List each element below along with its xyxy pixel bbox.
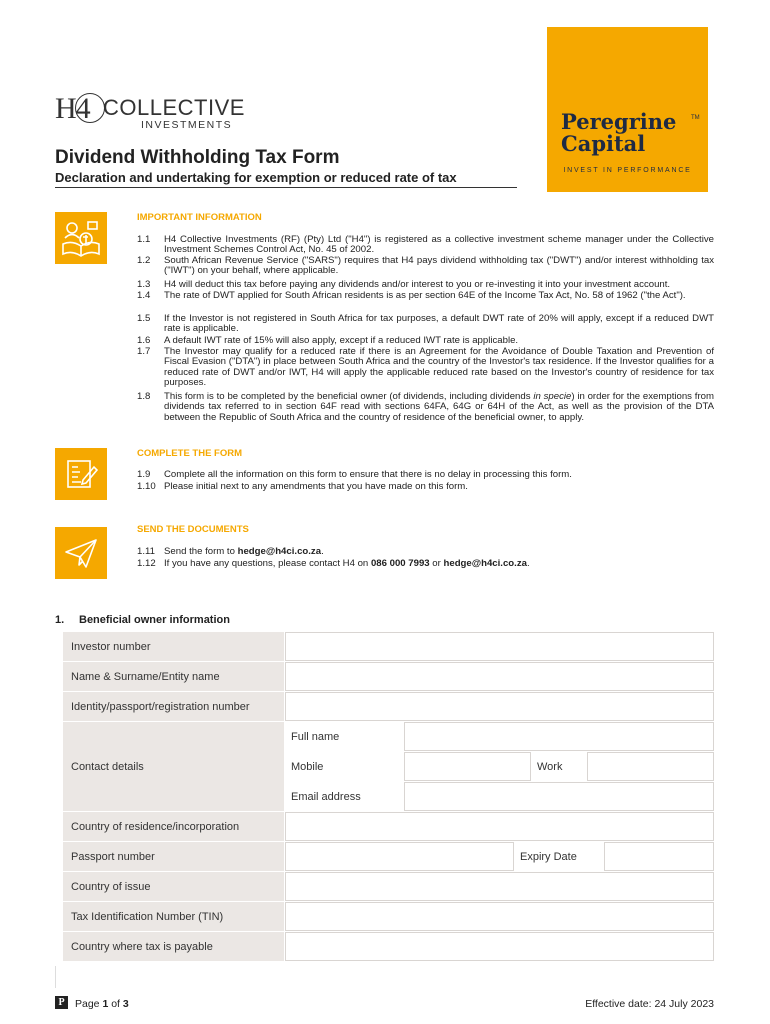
country-issue-label: Country of issue: [63, 872, 284, 901]
peregrine-capital-logo: [547, 27, 708, 192]
send-heading: SEND THE DOCUMENTS: [137, 524, 249, 535]
name-label: Name & Surname/Entity name: [63, 662, 284, 691]
list-item: 1.8 This form is to be completed by the beneficial owner (of dividends, including dividends in specie) in order for the exemptions from dividends tax referred to in section 64F read with sections 64FA, 64G or 64H of the Act, as well as the provision of the DTA between the Republic of South Africa and the country of residence of the beneficial owner, to apply.: [137, 391, 714, 423]
work-label: Work: [537, 760, 563, 773]
identity-label: Identity/passport/registration number: [63, 692, 284, 721]
list-item: 1.11 Send the form to hedge@h4ci.co.za.: [137, 546, 324, 557]
page-subtitle: Declaration and undertaking for exemption or reduced rate of tax: [55, 170, 457, 185]
paper-plane-icon: [55, 527, 107, 579]
document-user-icon: [55, 212, 107, 264]
h4-logo-word: COLLECTIVE: [103, 95, 245, 120]
mobile-field[interactable]: [404, 752, 531, 781]
country-tax-label: Country where tax is payable: [63, 932, 284, 961]
passport-field[interactable]: [285, 842, 514, 871]
list-item: 1.6 A default IWT rate of 15% will also apply, except if a reduced IWT rate is applicable.: [137, 335, 519, 346]
list-item: 1.2 South African Revenue Service ("SARS") requires that H4 pays dividend withholding tax ("DWT") and/or interest withholding tax ("IWT") on your behalf, where applicable.: [137, 255, 714, 277]
name-field[interactable]: [285, 662, 714, 691]
peregrine-logo-name: Peregrine Capital: [561, 109, 677, 156]
list-item: 1.12 If you have any questions, please contact H4 on 086 000 7993 or hedge@h4ci.co.za.: [137, 558, 530, 569]
expiry-label: Expiry Date: [520, 850, 577, 863]
peregrine-footer-logo: P: [55, 996, 68, 1009]
tin-field[interactable]: [285, 902, 714, 931]
peregrine-logo-tm: TM: [691, 115, 700, 121]
full-name-label: Full name: [291, 730, 340, 743]
complete-heading: COMPLETE THE FORM: [137, 448, 243, 459]
country-residence-field[interactable]: [285, 812, 714, 841]
country-tax-field[interactable]: [285, 932, 714, 961]
h4-logo-mark: H4: [55, 92, 90, 125]
email-field[interactable]: [404, 782, 714, 811]
effective-date: Effective date: 24 July 2023: [585, 998, 714, 1010]
mobile-label: Mobile: [291, 760, 324, 773]
list-item: 1.10 Please initial next to any amendments that you have made on this form.: [137, 481, 468, 492]
list-item: 1.7 The Investor may qualify for a reduced rate if there is an Agreement for the Avoidance of Double Taxation and Prevention of Fiscal Evasion ("DTA") in place between South Africa and the country of the Investor's tax residence. If the Investor qualifies for a reduced rate of DWT and/or IWT, H4 will apply the applicable reduced rate based on the Investor's country of residence for tax purposes.: [137, 346, 714, 389]
title-underline: [55, 187, 517, 188]
form-pen-icon: [55, 448, 107, 500]
section-1-title: 1. Beneficial owner information: [55, 614, 230, 626]
contact-details-label: Contact details: [63, 722, 284, 811]
identity-field[interactable]: [285, 692, 714, 721]
email-label: Email address: [291, 790, 361, 803]
page-number: Page 1 of 3: [75, 998, 129, 1010]
investor-number-field[interactable]: [285, 632, 714, 661]
expiry-field[interactable]: [604, 842, 714, 871]
country-issue-field[interactable]: [285, 872, 714, 901]
list-item: 1.1 H4 Collective Investments (RF) (Pty) Ltd ("H4") is registered as a collective investment scheme manager under the Collective Investment Schemes Control Act, No. 45 of 2002.: [137, 234, 714, 256]
investor-number-label: Investor number: [63, 632, 284, 661]
list-item: 1.4 The rate of DWT applied for South African residents is as per section 64E of the Income Tax Act, No. 58 of 1962 ("the Act").: [137, 290, 686, 301]
h4-logo: [55, 92, 255, 134]
full-name-field[interactable]: [404, 722, 714, 751]
work-field[interactable]: [587, 752, 714, 781]
country-residence-label: Country of residence/incorporation: [63, 812, 284, 841]
list-item: 1.9 Complete all the information on this form to ensure that there is no delay in processing this form.: [137, 469, 572, 480]
peregrine-logo-tagline: INVEST IN PERFORMANCE: [563, 167, 692, 174]
tin-label: Tax Identification Number (TIN): [63, 902, 284, 931]
list-item: 1.5 If the Investor is not registered in South Africa for tax purposes, a default DWT rate of 20% will apply, except if a reduced DWT rate is applicable.: [137, 313, 714, 335]
phone-number: 086 000 7993: [370, 558, 430, 569]
passport-label: Passport number: [63, 842, 284, 871]
footer-divider: [55, 966, 56, 988]
email-link[interactable]: hedge@h4ci.co.za: [237, 546, 322, 557]
list-item: 1.3 H4 will deduct this tax before paying any dividends and/or interest to you or re-investing it into your investment account.: [137, 279, 671, 290]
page-title: Dividend Withholding Tax Form: [55, 147, 340, 168]
h4-logo-sub: INVESTMENTS: [141, 119, 233, 131]
email-link[interactable]: hedge@h4ci.co.za: [443, 558, 527, 569]
important-heading: IMPORTANT INFORMATION: [137, 212, 262, 223]
